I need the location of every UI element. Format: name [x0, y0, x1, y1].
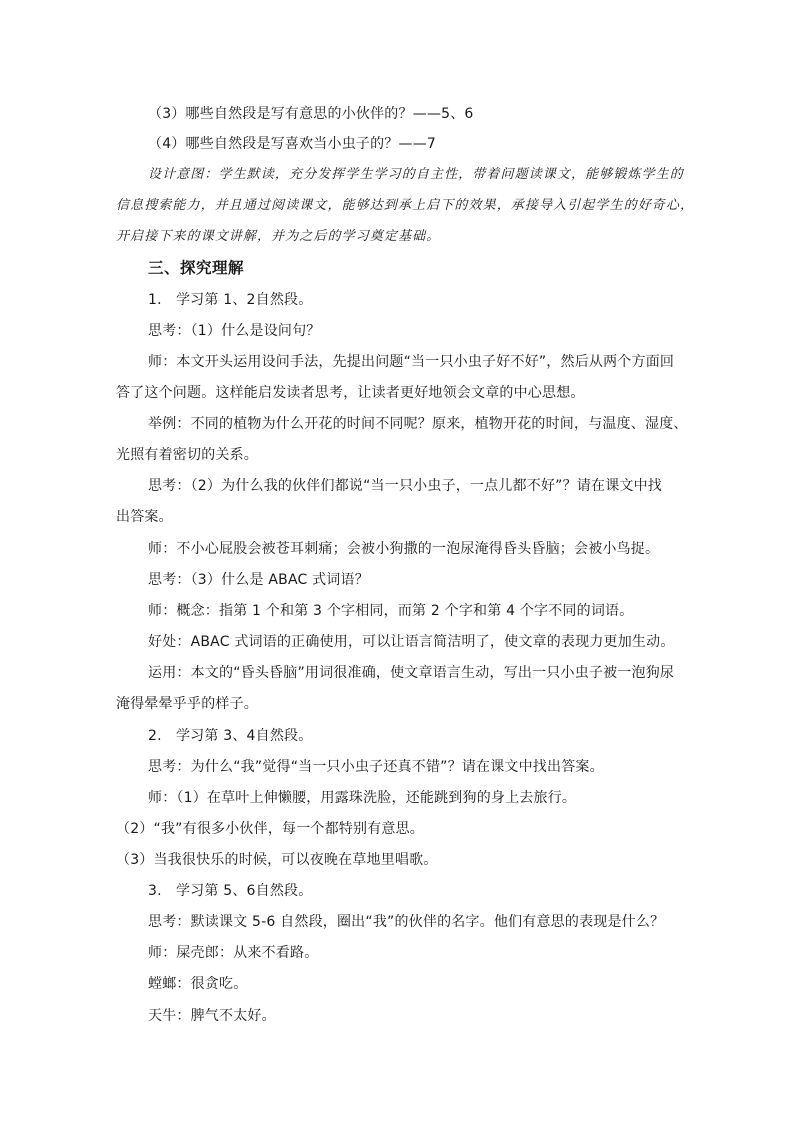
teacher-answer-1-line-1: 师：本文开头运用设问手法，先提出问题“当一只小虫子好不好”，然后从两个方面回 — [148, 354, 675, 370]
example-line-1: 举例：不同的植物为什么开花的时间不同呢？原来，植物开花的时间，与温度、湿度、 — [148, 416, 688, 432]
teacher-answer-4-line-1: 师：（1）在草叶上伸懒腰，用露珠洗脸，还能跳到狗的身上去旅行。 — [148, 790, 577, 806]
think-question-1: 思考：（1）什么是设问句？ — [148, 323, 321, 339]
think-question-4: 思考：为什么“我”觉得“当一只小虫子还真不错”？请在课文中找出答案。 — [148, 759, 604, 775]
question-3-line: （3）哪些自然段是写有意思的小伙伴的？——5、6 — [148, 106, 474, 122]
example-line-2: 光照有着密切的关系。 — [116, 447, 258, 463]
teacher-answer-3: 师：概念：指第 1 个和第 3 个字相同，而第 2 个字和第 4 个字不同的词语。 — [148, 603, 634, 619]
mantis-line: 螳螂：很贪吃。 — [148, 976, 248, 992]
teacher-answer-4-line-2: （2）“我”有很多小伙伴，每一个都特别有意思。 — [116, 821, 425, 837]
application-line-1: 运用：本文的“昏头昏脑”用词很准确，使文章语言生动，写出一只小虫子被一泡狗尿 — [148, 665, 675, 681]
think-question-2-line-1: 思考：（2）为什么我的伙伴们都说“当一只小虫子，一点儿都不好”？请在课文中找 — [148, 478, 663, 494]
think-question-2-line-2: 出答案。 — [116, 509, 173, 525]
question-4-line: （4）哪些自然段是写喜欢当小虫子的？——7 — [148, 136, 437, 152]
study-item-3: 3. 学习第 5、6自然段。 — [148, 883, 313, 899]
section-heading: 三、探究理解 — [148, 259, 245, 277]
teacher-answer-4-line-3: （3）当我很快乐的时候，可以夜晚在草地里唱歌。 — [116, 852, 438, 868]
think-question-5: 思考：默读课文 5-6 自然段，圈出“我”的伙伴的名字。他们有意思的表现是什么？ — [148, 914, 665, 930]
design-intent-line-3: 开启接下来的课文讲解，并为之后的学习奠定基础。 — [116, 229, 441, 244]
think-question-3: 思考：（3）什么是 ABAC 式词语？ — [148, 572, 369, 588]
teacher-answer-1-line-2: 答了这个问题。这样能启发读者思考，让读者更好地领会文章的中心思想。 — [116, 385, 585, 401]
teacher-answer-2: 师：不小心屁股会被苍耳刺痛；会被小狗撒的一泡尿淹得昏头昏脑；会被小鸟捉。 — [148, 541, 660, 557]
study-item-2: 2. 学习第 3、4自然段。 — [148, 728, 313, 744]
application-line-2: 淹得晕晕乎乎的样子。 — [116, 696, 258, 712]
benefit-line: 好处：ABAC 式词语的正确使用，可以让语言简洁明了，使文章的表现力更加生动。 — [148, 634, 675, 650]
study-item-1: 1. 学习第 1、2自然段。 — [148, 292, 313, 308]
teacher-answer-5: 师：屎壳郎：从来不看路。 — [148, 945, 319, 961]
design-intent-line-2: 信息搜索能力，并且通过阅读课文，能够达到承上启下的效果，承接导入引起学生的好奇心， — [116, 198, 695, 213]
longhorn-beetle-line: 天牛：脾气不太好。 — [148, 1008, 276, 1024]
design-intent-line-1: 设计意图：学生默读，充分发挥学生学习的自主性，带着问题读课文，能够锻炼学生的 — [148, 167, 684, 182]
